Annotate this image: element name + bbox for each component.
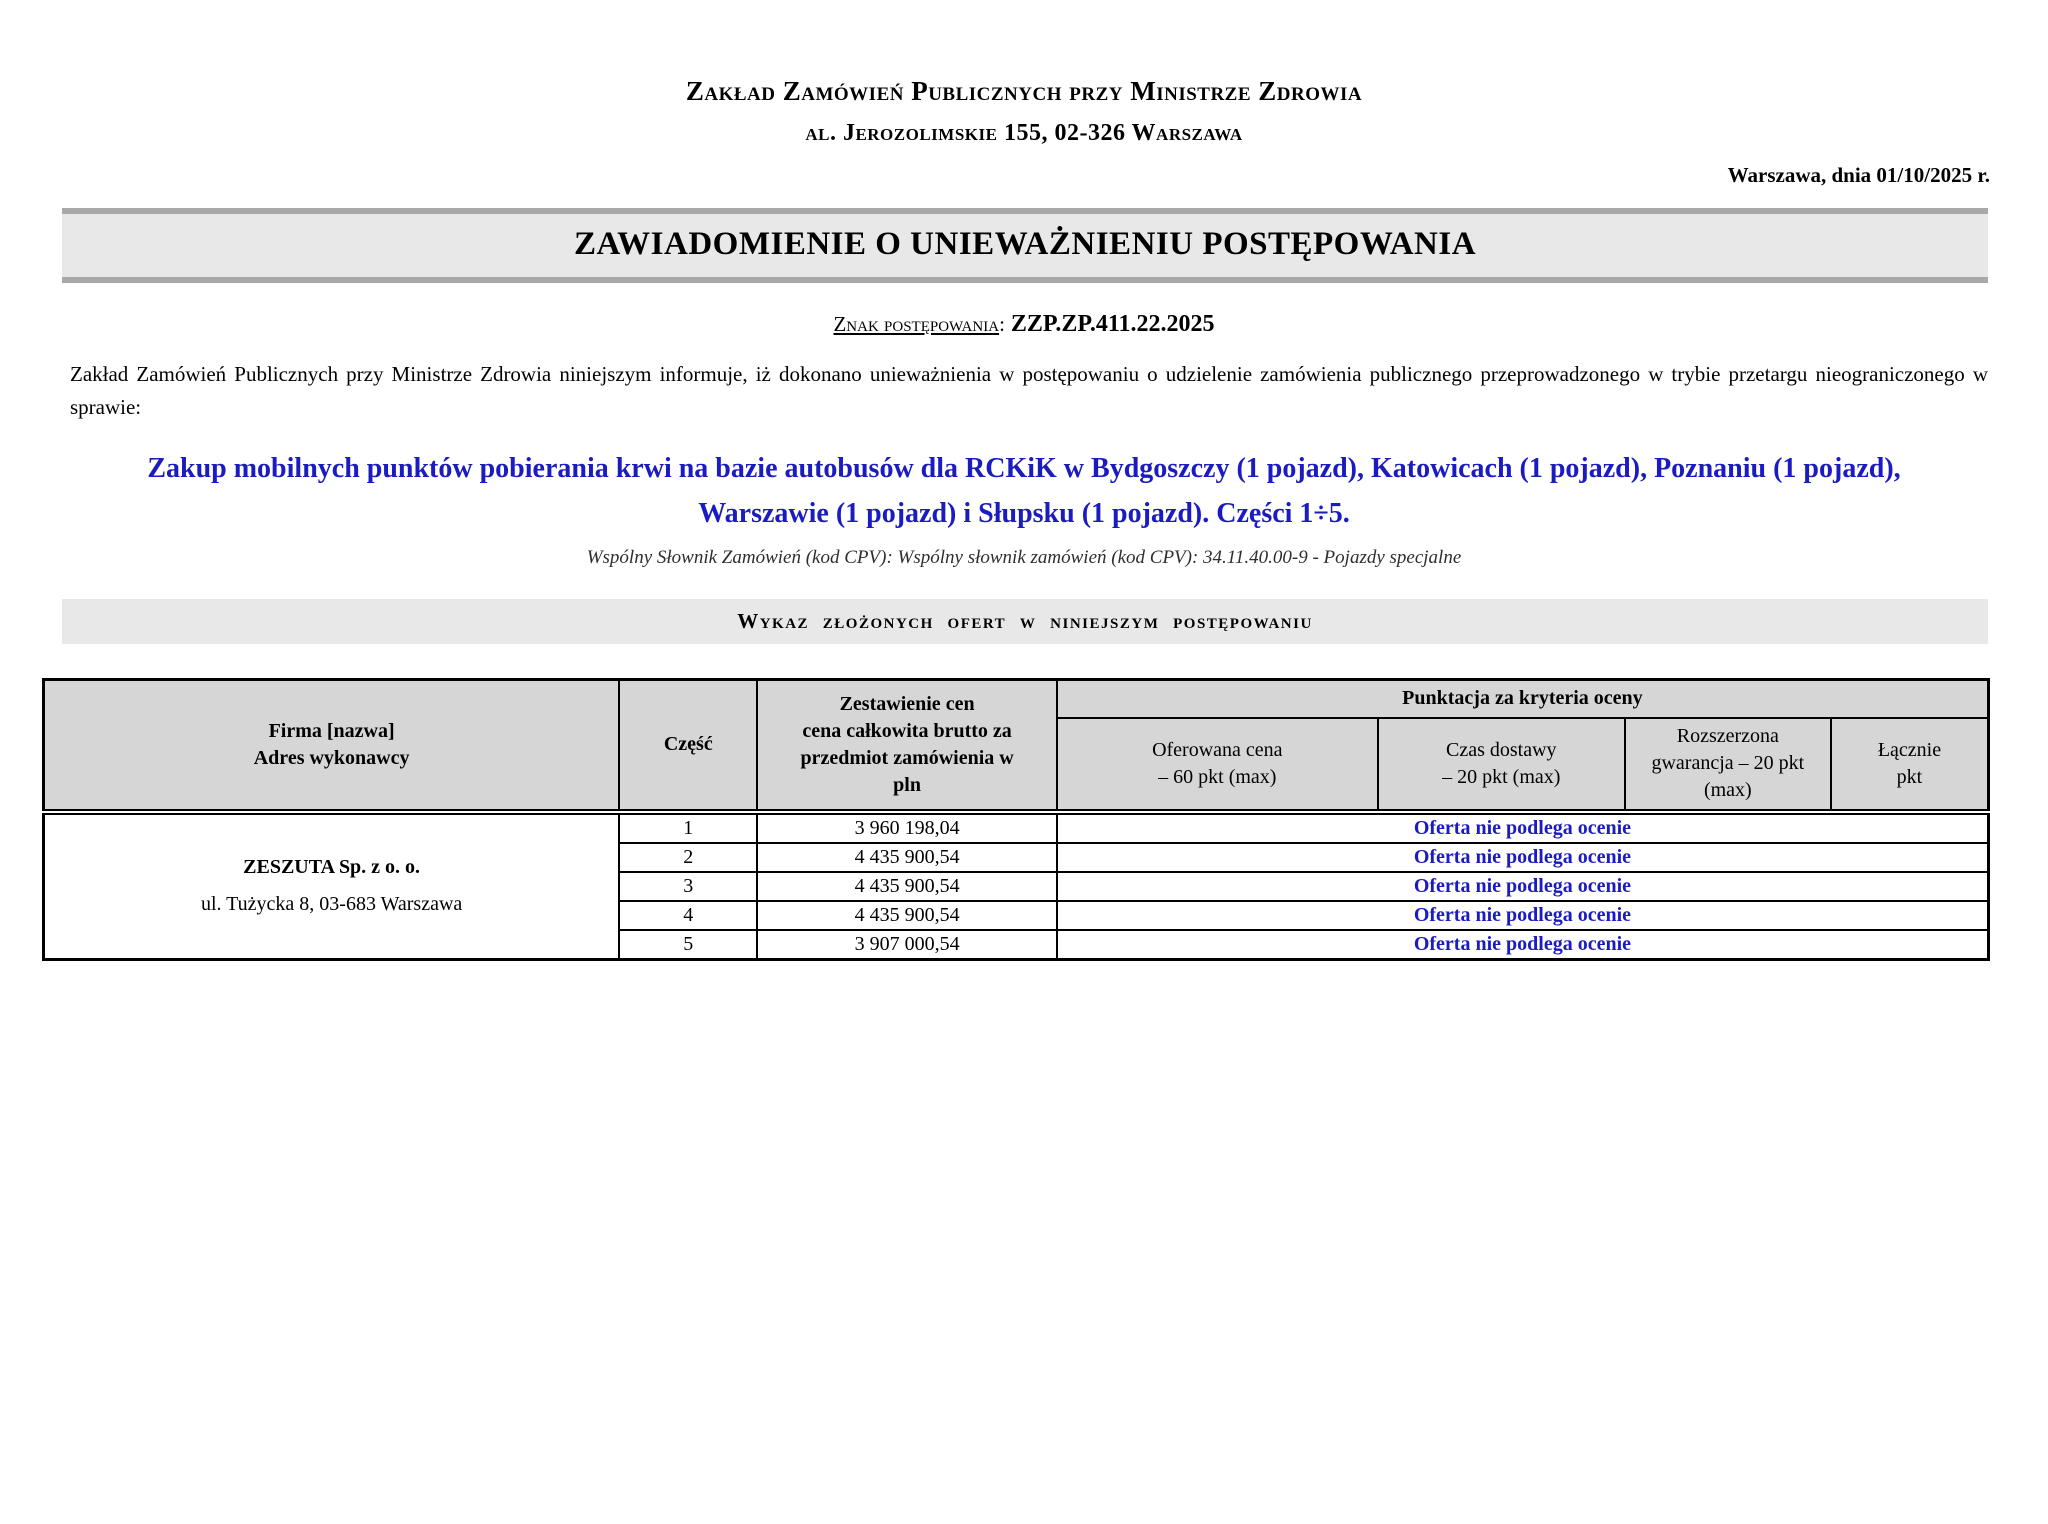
offer-price: 4 435 900,54 [757,872,1057,901]
column-header-extended-warranty-line2: gwarancja – 20 pkt [1651,752,1805,775]
column-header-extended-warranty-line3: (max) [1703,779,1752,802]
case-number-value: ZZP.ZP.411.22.2025 [1010,311,1215,337]
document-date: Warszawa, dnia 01/10/2025 r. [1727,163,1990,187]
column-header-price-line4: pln [893,773,921,796]
offer-price: 3 907 000,54 [757,930,1057,960]
column-header-price-line3: przedmiot zamówienia w [800,746,1014,769]
offers-table-header [44,679,1989,812]
offer-price: 4 435 900,54 [757,843,1057,872]
column-header-delivery-time-line1: Czas dostawy [1445,738,1557,761]
intro-paragraph: Zakład Zamówień Publicznych przy Ministrze Zdrowia niniejszym informuje, iż dokonano unieważnienia w postępowaniu o udzielenie zamówienia publicznego przeprowadzonego w trybie przetargu nieograniczonego w sprawie: [70,362,1988,419]
offers-table-body [44,812,1989,960]
vendor-cell [44,812,620,960]
column-header-price [757,679,1057,812]
organization-address: al. Jerozolimskie 155, 02-326 Warszawa [805,120,1243,146]
part-number: 1 [619,812,757,843]
evaluation-note: Oferta nie podlega ocenie [1057,812,1989,843]
offers-list-title: Wykaz złożonych ofert w niniejszym postępowaniu [737,608,1313,633]
offer-price: 4 435 900,54 [757,901,1057,930]
column-header-scoring-group: Punktacja za kryteria oceny [1057,679,1989,718]
offers-table [42,678,1990,961]
part-number: 3 [619,872,757,901]
column-header-extended-warranty-line1: Rozszerzona [1676,725,1779,748]
column-header-delivery-time [1378,718,1625,812]
case-number-line [0,311,2048,338]
column-header-offered-price [1057,718,1378,812]
cpv-code-line: Wspólny Słownik Zamówień (kod CPV): Wspólny słownik zamówień (kod CPV): 34.11.40.00-9 - Pojazdy specjalne [586,546,1462,568]
column-header-price-line2: cena całkowita brutto za [802,719,1012,742]
part-number: 5 [619,930,757,960]
part-number: 4 [619,901,757,930]
case-number-label: Znak postępowania [833,312,1000,336]
procurement-subject-title: Zakup mobilnych punktów pobierania krwi na bazie autobusów dla RCKiK w Bydgoszczy (1 pojazd), Katowicach (1 pojazd), Poznaniu (1 pojazd), Warszawie (1 pojazd) i Słupsku (1 pojazd). Części 1÷5. [147,453,1901,529]
evaluation-note: Oferta nie podlega ocenie [1057,901,1989,930]
column-header-extended-warranty [1625,718,1831,812]
vendor-address: ul. Tużycka 8, 03-683 Warszawa [200,893,463,916]
column-header-delivery-time-line2: – 20 pkt (max) [1442,765,1561,788]
evaluation-note: Oferta nie podlega ocenie [1057,930,1989,960]
table-row [44,812,1989,843]
organization-name: Zakład Zamówień Publicznych przy Ministrze Zdrowia [685,76,1363,106]
notice-title-banner [62,208,1988,283]
case-number-separator: : [999,312,1005,336]
offers-list-banner [62,599,1988,644]
column-header-company-line1: Firma [nazwa] [268,719,395,742]
vendor-name: ZESZUTA Sp. z o. o. [243,856,421,879]
offer-price: 3 960 198,04 [757,812,1057,843]
column-header-price-line1: Zestawienie cen [839,692,975,715]
evaluation-note: Oferta nie podlega ocenie [1057,872,1989,901]
column-header-total-points-line1: Łącznie [1877,738,1942,761]
column-header-company-line2: Adres wykonawcy [253,746,410,769]
column-header-part: Część [619,679,757,812]
column-header-offered-price-line1: Oferowana cena [1152,738,1283,761]
column-header-company [44,679,620,812]
column-header-total-points-line2: pkt [1896,765,1923,788]
column-header-offered-price-line2: – 60 pkt (max) [1158,765,1277,788]
part-number: 2 [619,843,757,872]
evaluation-note: Oferta nie podlega ocenie [1057,843,1989,872]
document-page [0,76,2048,1524]
column-header-total-points [1831,718,1989,812]
notice-title: ZAWIADOMIENIE O UNIEWAŻNIENIU POSTĘPOWANIA [573,226,1477,262]
